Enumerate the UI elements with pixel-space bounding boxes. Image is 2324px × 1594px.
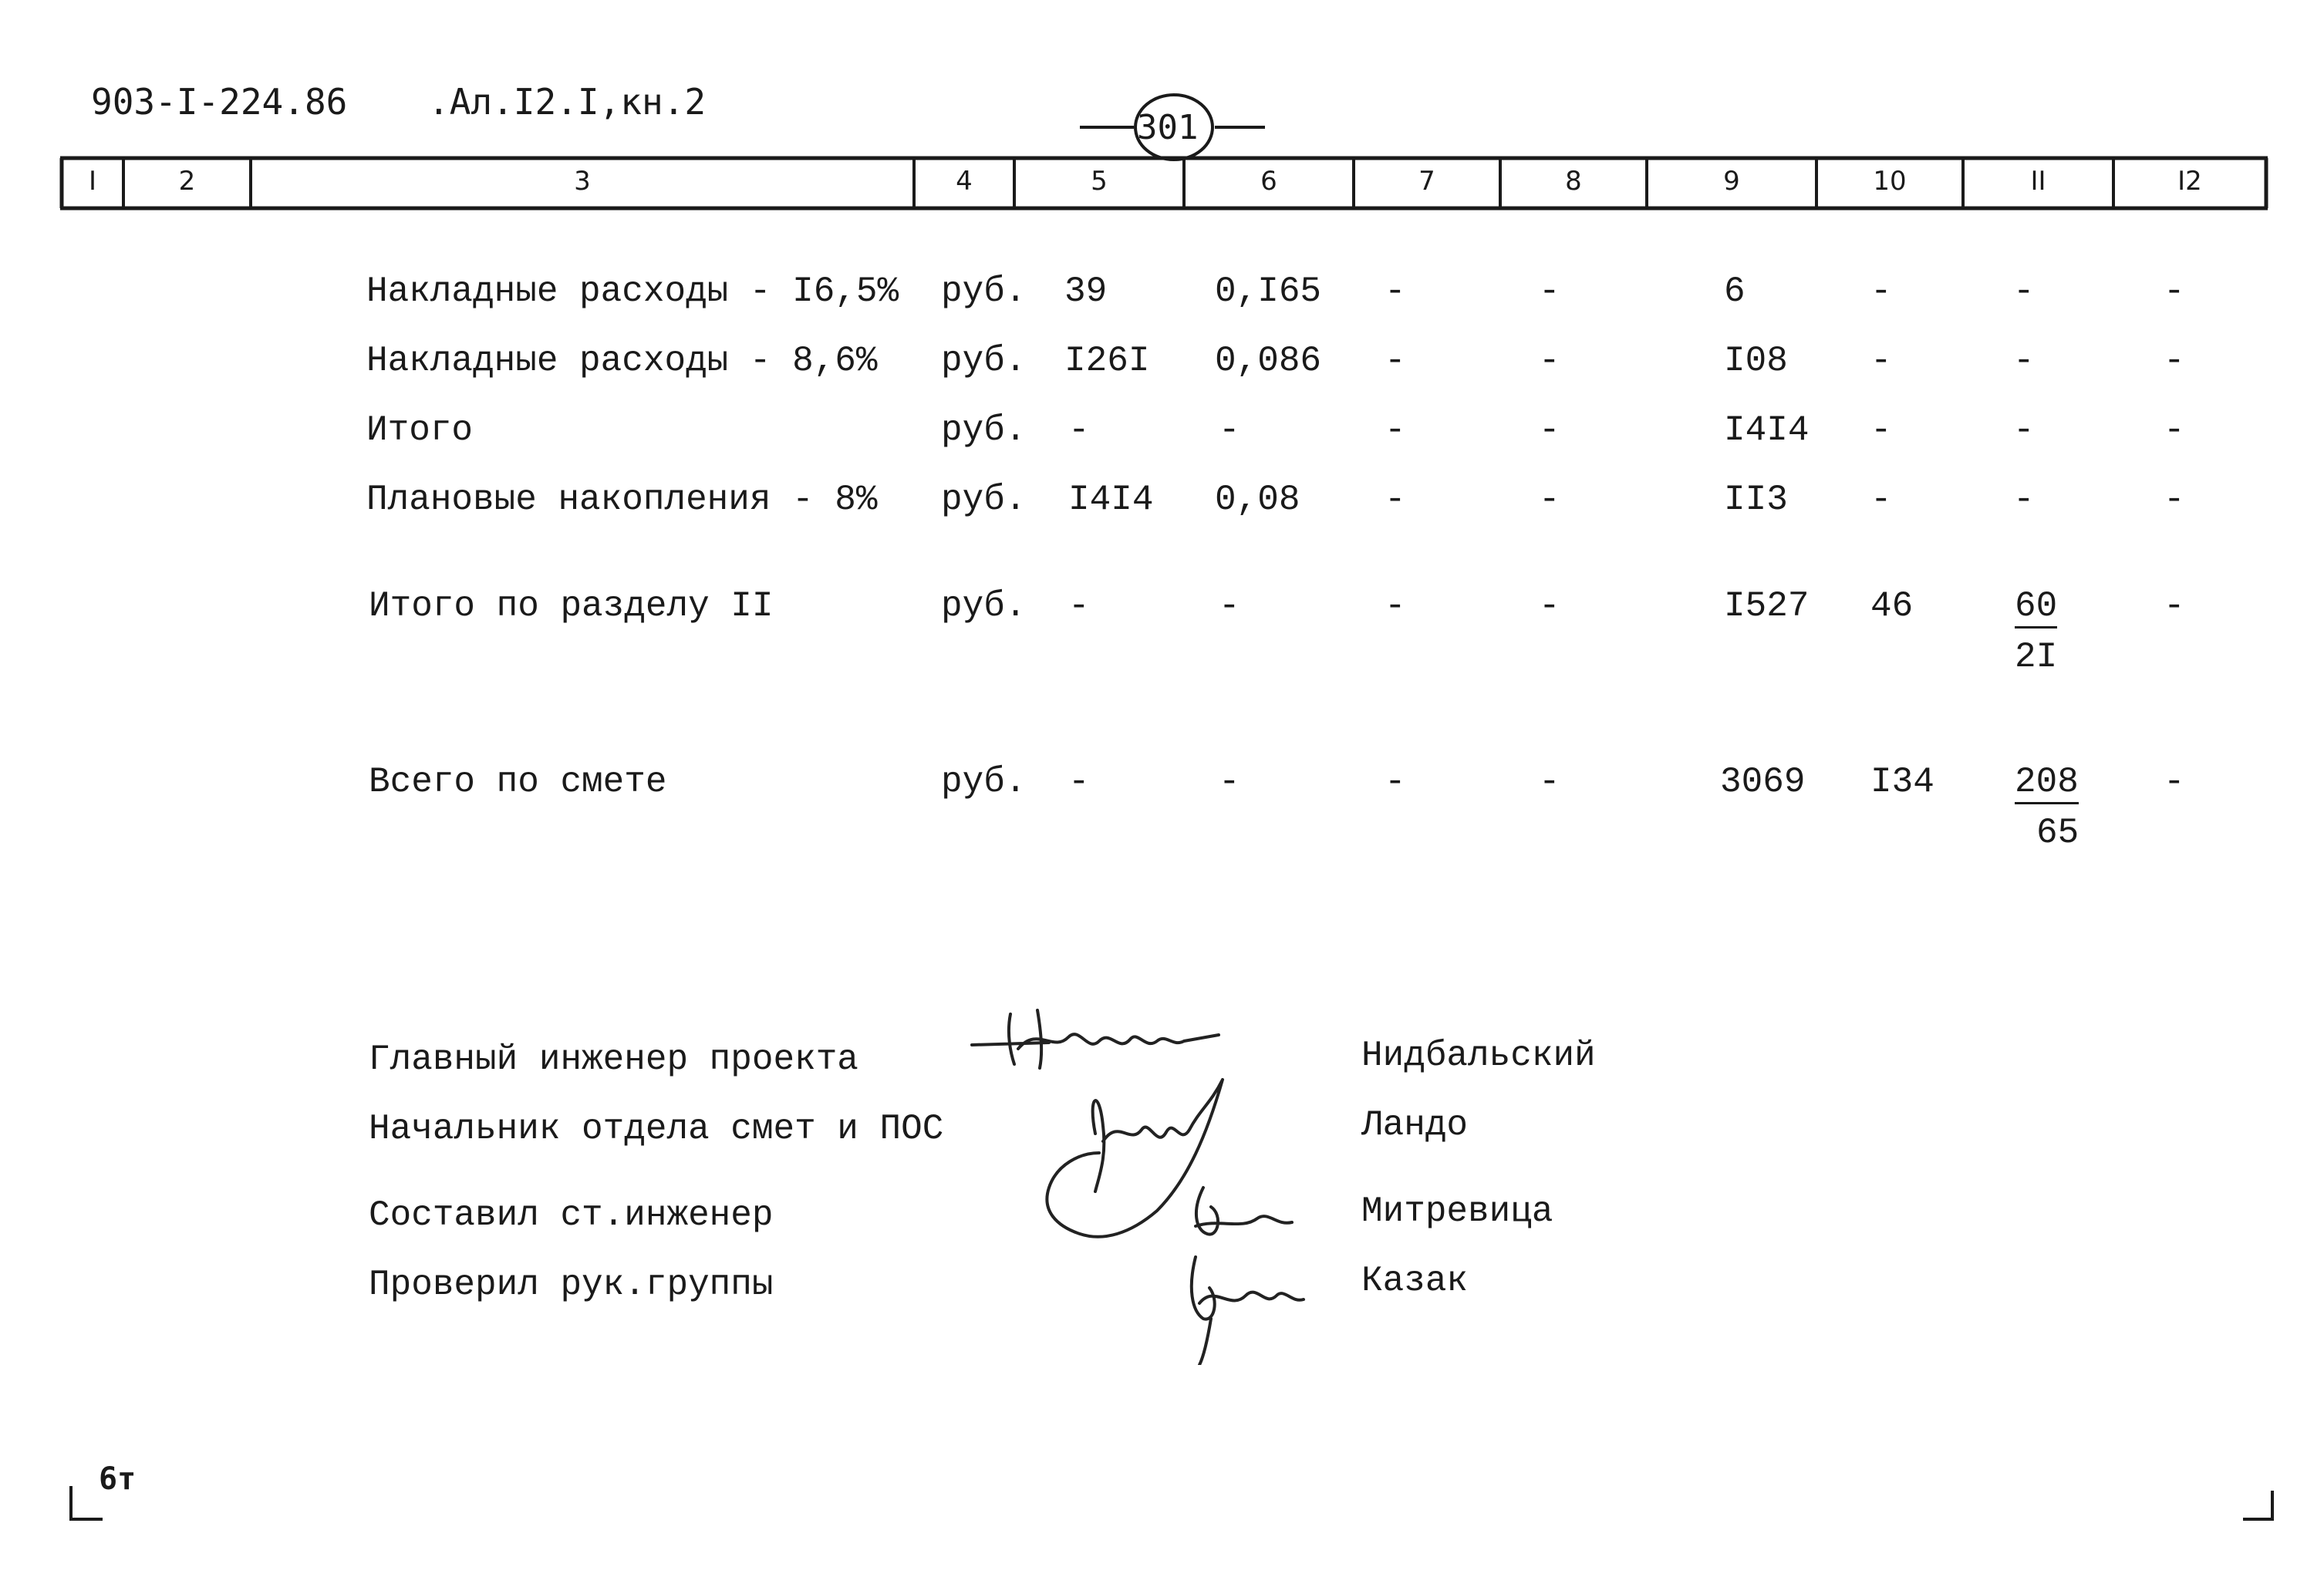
- row-1-unit: руб.: [941, 271, 1027, 312]
- row-1-name: Накладные расходы - I6,5%: [366, 271, 899, 312]
- row-3-unit: руб.: [941, 410, 1027, 450]
- row-5-unit: руб.: [941, 586, 1027, 626]
- handwritten-signatures: [964, 979, 1334, 1365]
- column-header-10: 10: [1873, 166, 1907, 197]
- row-5-col11-denominator: 2I: [2015, 637, 2058, 677]
- column-header-3: 3: [574, 166, 591, 197]
- row-3-col10: -: [1870, 410, 1892, 450]
- column-header-1: I: [88, 166, 97, 197]
- row-2-col9: I08: [1724, 341, 1788, 381]
- signature-name-4: Казак: [1361, 1261, 1469, 1301]
- column-header-12: I2: [2177, 166, 2202, 197]
- row-2-col7: -: [1385, 341, 1406, 381]
- row-4-col9: II3: [1724, 480, 1788, 520]
- row-3-col7: -: [1385, 410, 1406, 450]
- row-4-col7: -: [1385, 480, 1406, 520]
- signature-scribble-1: [972, 1010, 1219, 1068]
- row-1-col12: -: [2164, 271, 2185, 312]
- row-2-col8: -: [1539, 341, 1560, 381]
- column-header-8: 8: [1565, 166, 1582, 197]
- row-3-col12: -: [2164, 410, 2185, 450]
- crop-mark-right: [2237, 1484, 2275, 1523]
- row-3-col5: -: [1068, 410, 1090, 450]
- column-header-2: 2: [178, 166, 196, 197]
- row-1-col9: 6: [1724, 271, 1746, 312]
- row-2-col10: -: [1870, 341, 1892, 381]
- row-6-col12: -: [2164, 762, 2185, 802]
- row-5-col11-numerator: 60: [2015, 586, 2057, 629]
- column-header-11: II: [2030, 166, 2046, 197]
- row-1-col6: 0,I65: [1215, 271, 1322, 312]
- row-2-col5: I26I: [1064, 341, 1150, 381]
- album-reference: .Ал.I2.I,кн.2: [428, 81, 707, 123]
- row-5-col6: -: [1219, 586, 1240, 626]
- signature-name-1: Нидбальский: [1361, 1036, 1596, 1076]
- row-3-col6: -: [1219, 410, 1240, 450]
- row-6-col10: I34: [1870, 762, 1934, 802]
- row-5-col5: -: [1068, 586, 1090, 626]
- row-6-col5: -: [1068, 762, 1090, 802]
- row-6-col9: 3069: [1720, 762, 1806, 802]
- signature-scribble-4: [1192, 1257, 1304, 1365]
- signature-name-3: Митревица: [1361, 1191, 1553, 1232]
- row-5-name: Итого по разделу II: [369, 586, 774, 626]
- row-6-name: Всего по смете: [369, 762, 667, 802]
- row-1-col10: -: [1870, 271, 1892, 312]
- document-code: 903-I-224.86: [91, 81, 348, 123]
- column-header-9: 9: [1723, 166, 1740, 197]
- row-5-col8: -: [1539, 586, 1560, 626]
- row-2-col12: -: [2164, 341, 2185, 381]
- row-4-col12: -: [2164, 480, 2185, 520]
- row-6-col8: -: [1539, 762, 1560, 802]
- column-header-6: 6: [1260, 166, 1277, 197]
- signature-name-2: Ландо: [1361, 1105, 1469, 1145]
- row-4-col5: I4I4: [1068, 480, 1154, 520]
- row-5-col9: I527: [1724, 586, 1810, 626]
- row-6-unit: руб.: [941, 762, 1027, 802]
- signature-role-1: Главный инженер проекта: [369, 1040, 858, 1080]
- row-4-name: Плановые накопления - 8%: [366, 480, 878, 520]
- row-1-col5: 39: [1064, 271, 1108, 312]
- signature-role-4: Проверил рук.группы: [369, 1265, 774, 1305]
- row-2-col11: -: [2013, 341, 2035, 381]
- signature-scribble-3: [1196, 1188, 1292, 1235]
- row-6-col11-numerator: 208: [2015, 762, 2079, 804]
- corner-mark: 6т: [99, 1461, 137, 1497]
- row-5-col7: -: [1385, 586, 1406, 626]
- row-3-col11: -: [2013, 410, 2035, 450]
- row-2-name: Накладные расходы - 8,6%: [366, 341, 878, 381]
- column-header-7: 7: [1418, 166, 1435, 197]
- row-1-col8: -: [1539, 271, 1560, 312]
- signature-role-3: Составил ст.инженер: [369, 1195, 774, 1235]
- row-6-col7: -: [1385, 762, 1406, 802]
- row-2-col6: 0,086: [1215, 341, 1322, 381]
- row-1-col7: -: [1385, 271, 1406, 312]
- row-6-col11-denominator: 65: [2036, 813, 2079, 853]
- row-3-name: Итого: [366, 410, 474, 450]
- row-4-col8: -: [1539, 480, 1560, 520]
- row-5-col10: 46: [1870, 586, 1914, 626]
- column-header-5: 5: [1091, 166, 1108, 197]
- row-3-col9: I4I4: [1724, 410, 1810, 450]
- row-4-col10: -: [1870, 480, 1892, 520]
- row-4-col11: -: [2013, 480, 2035, 520]
- signature-role-2: Начальник отдела смет и ПОС: [369, 1109, 944, 1149]
- row-3-col8: -: [1539, 410, 1560, 450]
- page-number: 301: [1137, 108, 1199, 147]
- column-header-4: 4: [956, 166, 973, 197]
- row-1-col11: -: [2013, 271, 2035, 312]
- crop-mark-left: [68, 1484, 106, 1523]
- row-4-col6: 0,08: [1215, 480, 1300, 520]
- row-4-unit: руб.: [941, 480, 1027, 520]
- row-2-unit: руб.: [941, 341, 1027, 381]
- row-6-col6: -: [1219, 762, 1240, 802]
- column-header-frame: [0, 0, 2324, 231]
- row-5-col12: -: [2164, 586, 2185, 626]
